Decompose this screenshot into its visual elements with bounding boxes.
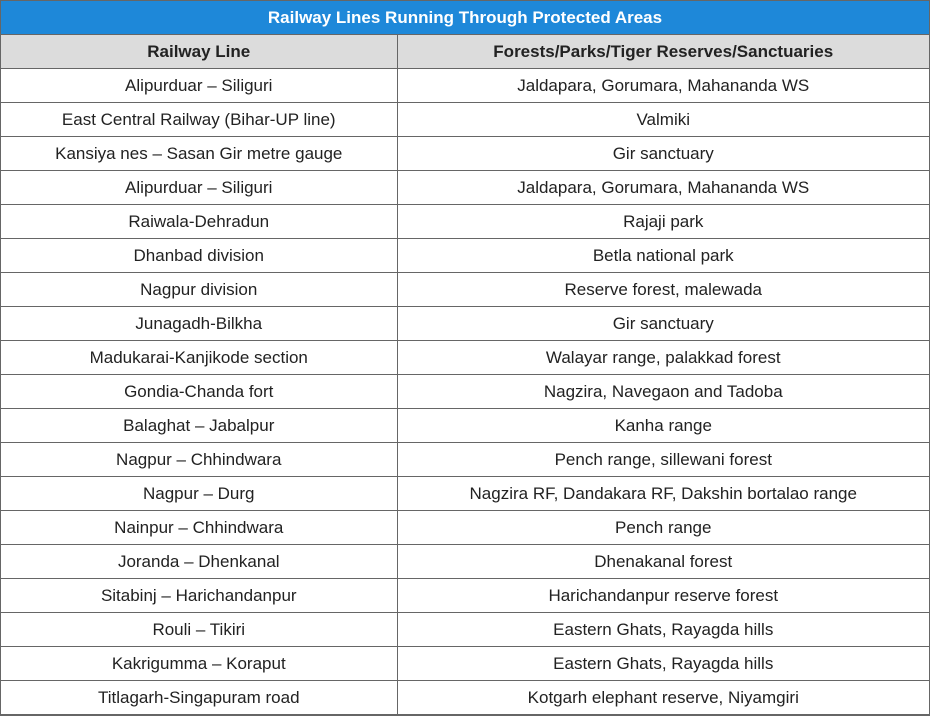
- table-row: [1, 409, 929, 443]
- table-row: [1, 103, 929, 137]
- railway-line-cell: Nagpur – Durg: [1, 477, 397, 511]
- table-row: [1, 579, 929, 613]
- railway-line-cell: Nagpur – Chhindwara: [1, 443, 397, 477]
- table-row: [1, 341, 929, 375]
- header-railway-line: Railway Line: [1, 35, 397, 69]
- table-row: [1, 443, 929, 477]
- railway-line-cell: Alipurduar – Siliguri: [1, 171, 397, 205]
- railway-line-cell: Dhanbad division: [1, 239, 397, 273]
- railway-line-cell: Madukarai-Kanjikode section: [1, 341, 397, 375]
- table-body: [1, 69, 929, 715]
- railway-line-cell: Joranda – Dhenkanal: [1, 545, 397, 579]
- protected-area-cell: Harichandanpur reserve forest: [397, 579, 929, 613]
- protected-area-cell: Betla national park: [397, 239, 929, 273]
- table-row: [1, 681, 929, 715]
- table-row: [1, 477, 929, 511]
- table-row: [1, 613, 929, 647]
- railway-line-cell: Kansiya nes – Sasan Gir metre gauge: [1, 137, 397, 171]
- protected-area-cell: Eastern Ghats, Rayagda hills: [397, 647, 929, 681]
- railway-line-cell: Rouli – Tikiri: [1, 613, 397, 647]
- railway-line-cell: Raiwala-Dehradun: [1, 205, 397, 239]
- protected-area-cell: Reserve forest, malewada: [397, 273, 929, 307]
- protected-area-cell: Kanha range: [397, 409, 929, 443]
- railway-line-cell: Gondia-Chanda fort: [1, 375, 397, 409]
- railway-line-cell: Junagadh-Bilkha: [1, 307, 397, 341]
- protected-area-cell: Nagzira RF, Dandakara RF, Dakshin bortalao range: [397, 477, 929, 511]
- table-row: [1, 137, 929, 171]
- header-protected-areas: Forests/Parks/Tiger Reserves/Sanctuaries: [397, 35, 929, 69]
- protected-area-cell: Dhenakanal forest: [397, 545, 929, 579]
- table-row: [1, 511, 929, 545]
- railway-line-cell: Alipurduar – Siliguri: [1, 69, 397, 103]
- header-row: [1, 35, 929, 69]
- railway-line-cell: Nagpur division: [1, 273, 397, 307]
- railway-protected-areas-table: [1, 35, 929, 715]
- protected-area-cell: Gir sanctuary: [397, 307, 929, 341]
- table-row: [1, 171, 929, 205]
- protected-area-cell: Jaldapara, Gorumara, Mahananda WS: [397, 171, 929, 205]
- railway-line-cell: Kakrigumma – Koraput: [1, 647, 397, 681]
- table-row: [1, 205, 929, 239]
- protected-area-cell: Rajaji park: [397, 205, 929, 239]
- railway-line-cell: Sitabinj – Harichandanpur: [1, 579, 397, 613]
- railway-line-cell: Nainpur – Chhindwara: [1, 511, 397, 545]
- railway-line-cell: Titlagarh-Singapuram road: [1, 681, 397, 715]
- protected-area-cell: Gir sanctuary: [397, 137, 929, 171]
- railway-line-cell: Balaghat – Jabalpur: [1, 409, 397, 443]
- table-row: [1, 375, 929, 409]
- table-row: [1, 647, 929, 681]
- table-row: [1, 69, 929, 103]
- protected-area-cell: Walayar range, palakkad forest: [397, 341, 929, 375]
- protected-area-cell: Pench range, sillewani forest: [397, 443, 929, 477]
- protected-area-cell: Nagzira, Navegaon and Tadoba: [397, 375, 929, 409]
- table-row: [1, 239, 929, 273]
- table-row: [1, 273, 929, 307]
- protected-area-cell: Valmiki: [397, 103, 929, 137]
- protected-area-cell: Kotgarh elephant reserve, Niyamgiri: [397, 681, 929, 715]
- table-row: [1, 545, 929, 579]
- protected-area-cell: Eastern Ghats, Rayagda hills: [397, 613, 929, 647]
- protected-area-cell: Pench range: [397, 511, 929, 545]
- protected-area-cell: Jaldapara, Gorumara, Mahananda WS: [397, 69, 929, 103]
- table-title: Railway Lines Running Through Protected Areas: [1, 1, 929, 35]
- railway-line-cell: East Central Railway (Bihar-UP line): [1, 103, 397, 137]
- table-row: [1, 307, 929, 341]
